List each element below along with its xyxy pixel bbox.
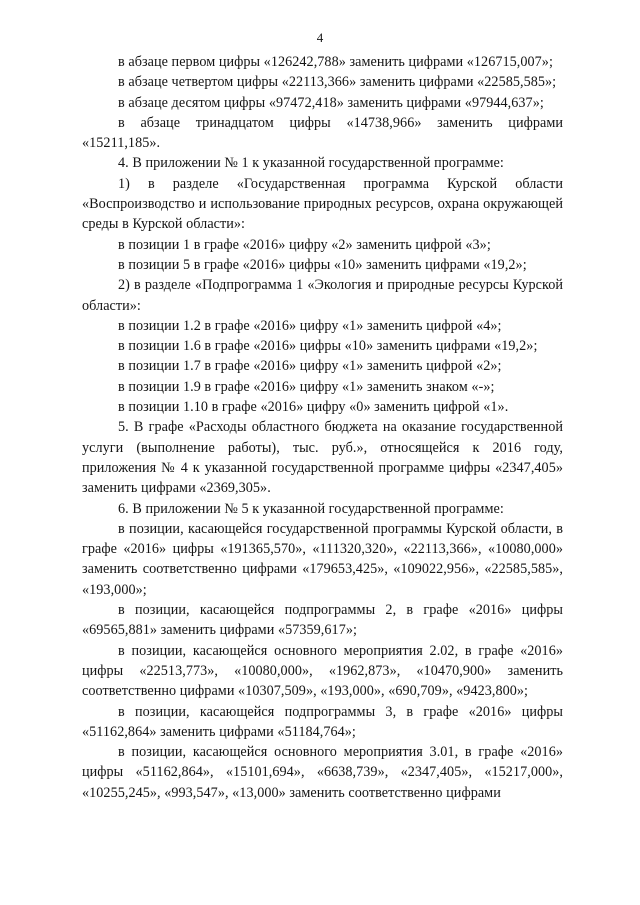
document-body [82,52,563,803]
paragraph-13: в позиции 1.9 в графе «2016» цифру «1» заменить знаком «-»; [118,378,495,395]
paragraph-15: 5. В графе «Расходы областного бюджета на оказание государственной услуги (выполнение работы), тыс. руб.», относящейся к 2016 году, приложения № 4 к указанной государственной программе цифры «2347,405» заменить цифрами «2369,305». [82,419,563,497]
paragraph-1: в абзаце первом цифры «126242,788» заменить цифрами «126715,007»; [118,54,553,70]
page-number: 4 [316,30,324,45]
paragraph-9: 2) в разделе «Подпрограмма 1 «Экология и природные ресурсы Курской области»: [82,277,563,314]
paragraph-4: в абзаце тринадцатом цифры «14738,966» заменить цифрами «15211,185». [82,114,563,152]
paragraph-12: в позиции 1.7 в графе «2016» цифру «1» заменить цифрой «2»; [118,358,502,375]
paragraph-2: в абзаце четвертом цифры «22113,366» заменить цифрами «22585,585»; [118,74,557,91]
paragraph-19: в позиции, касающейся основного мероприятия 2.02, в графе «2016» цифры «22513,773», «10080,000», «1962,873», «10470,900» заменить соответственно цифрами «10307,509», «193,000», «690,709», «9423,800»; [82,642,563,700]
paragraph-16: 6. В приложении № 5 к указанной государственной программе: [118,500,504,517]
paragraph-5: 4. В приложении № 1 к указанной государственной программе: [118,155,504,172]
paragraph-17: в позиции, касающейся государственной программы Курской области, в графе «2016» цифры «191365,570», «111320,320», «22113,366», «10080,000» заменить соответственно цифрами «179653,425», «109022,956», «22585,585», «193,000»; [82,520,563,598]
paragraph-14: в позиции 1.10 в графе «2016» цифру «0» заменить цифрой «1». [118,399,509,416]
paragraph-20: в позиции, касающейся подпрограммы 3, в графе «2016» цифры «51162,864» заменить цифрами «51184,764»; [82,703,563,740]
paragraph-6: 1) в разделе «Государственная программа Курской области «Воспроизводство и использование природных ресурсов, охрана окружающей среды в Курской области»: [82,175,563,233]
paragraph-8: в позиции 5 в графе «2016» цифры «10» заменить цифрами «19,2»; [118,256,527,273]
paragraph-21: в позиции, касающейся основного мероприятия 3.01, в графе «2016» цифры «51162,864», «15101,694», «6638,739», «2347,405», «15217,000», «10255,245», «993,547», «13,000» заменить соответственно цифрами [82,744,563,801]
paragraph-10: в позиции 1.2 в графе «2016» цифру «1» заменить цифрой «4»; [118,317,502,334]
paragraph-11: в позиции 1.6 в графе «2016» цифры «10» заменить цифрами «19,2»; [118,338,538,355]
paragraph-18: в позиции, касающейся подпрограммы 2, в графе «2016» цифры «69565,881» заменить цифрами «57359,617»; [82,602,563,639]
paragraph-3: в абзаце десятом цифры «97472,418» заменить цифрами «97944,637»; [118,94,544,111]
paragraph-7: в позиции 1 в графе «2016» цифру «2» заменить цифрой «3»; [118,236,491,253]
